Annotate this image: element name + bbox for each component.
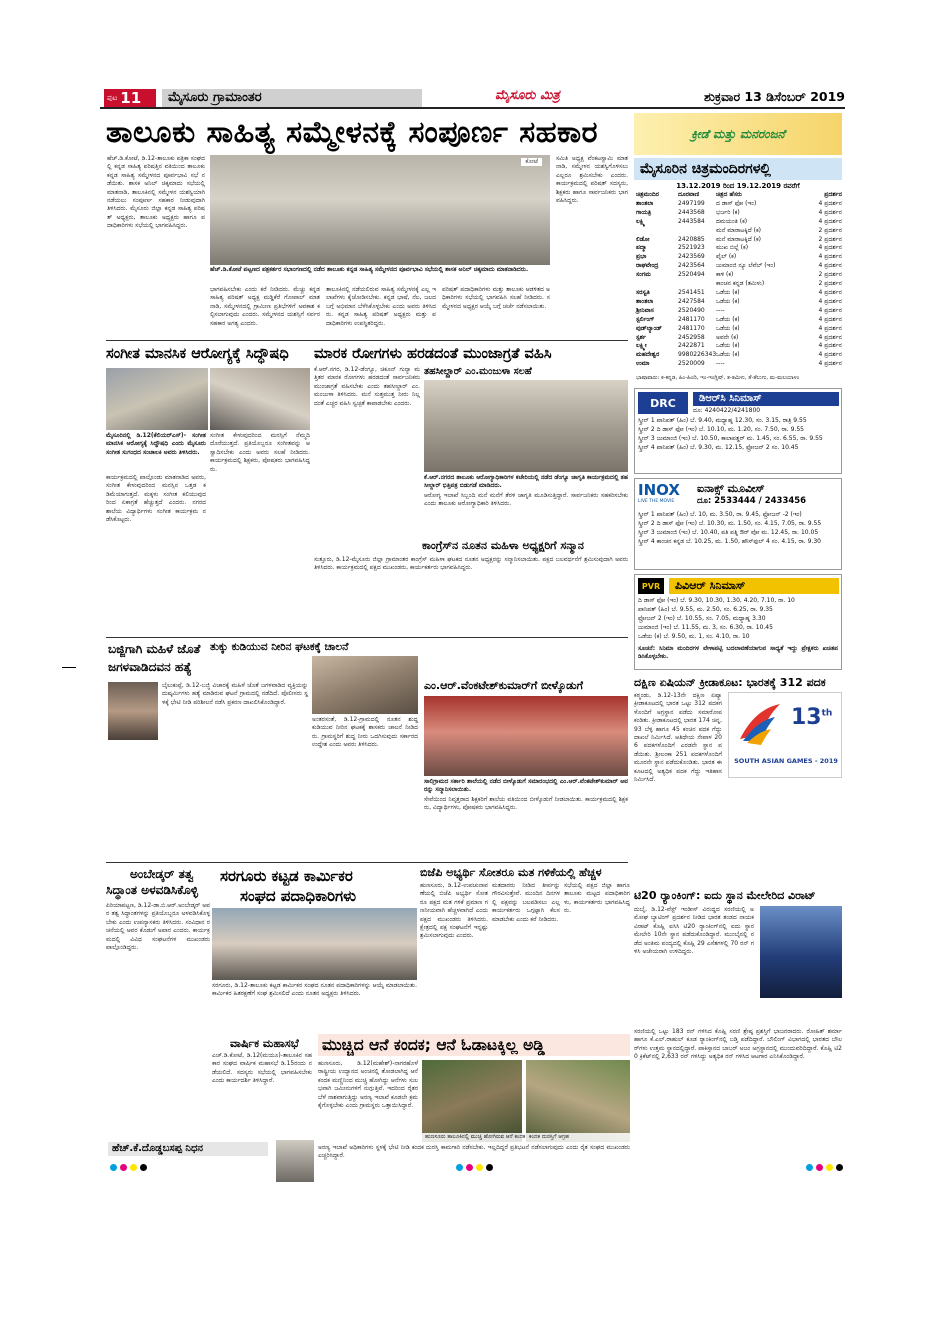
annual-headline: ವಾರ್ಷಿಕ ಮಹಾಸಭೆ	[230, 1037, 299, 1050]
elephant-headline: ಮುಚ್ಚಿದ ಆನೆ ಕಂದಕ; ಆನೆ ಓಡಾಟಕ್ಕಿಲ್ಲ ಅಡ್ಡಿ	[318, 1034, 630, 1056]
dengue-headline: ಮಾರಕ ರೋಗಗಳು ಹರಡದಂತೆ ಮುಂಜಾಗ್ರತೆ ವಹಿಸಿ	[314, 346, 552, 362]
t20-headline: ಟಿ20 ರ‍್ಯಾಂಕಿಂಗ್: ಐದು ಸ್ಥಾನ ಮೇಲೇರಿದ ವಿರಾಟ್	[634, 889, 816, 902]
theatre-phone	[678, 227, 712, 236]
th-shows: ಪ್ರದರ್ಶನ	[824, 191, 842, 198]
theatre-movie: ಒಡೆಯ (ಕ)	[716, 315, 740, 323]
theatre-movie: ಕಾಳಿ (ಕ)	[716, 271, 734, 279]
theatre-shows: 4 ಪ್ರದರ್ಶನ	[818, 199, 842, 207]
theatre-name: ಪದ್ಮಾ	[636, 244, 647, 252]
t20-body-2: ಸರಣಿಯಲ್ಲಿ ಒಟ್ಟು 183 ರನ್ ಗಳಿಸಿದ ಕೊಹ್ಲಿ ಸರಣಿ ಶ್ರೇಷ್ಠ ಪ್ರಶಸ್ತಿಗೆ ಭಾಜನರಾದರು. ರೋಹಿತ್ ಶರ್ಮಾ ಹಾಗೂ ಕೆ.ಎಲ್.ರಾಹುಲ್ ಕೂಡ ರ‍್ಯಾಂಕಿಂಗ್‌ನಲ್ಲಿ ಬಡ್ತಿ ಪಡೆದಿದ್ದಾರೆ. ಬೌಲಿಂಗ್ ವಿಭಾಗದಲ್ಲಿ ಭಾರತದ ಬೌಲರ್‌ಗಳು ಉತ್ತಮ ಸ್ಥಾನದಲ್ಲಿದ್ದಾರೆ. ಪಾಕಿಸ್ತಾನದ ಬಾಬರ್ ಅಜಂ ಅಗ್ರಸ್ಥಾನದಲ್ಲಿ ಮುಂದುವರಿದಿದ್ದಾರೆ. ಕೊಹ್ಲಿ ಟಿ20 ಕ್ರಿಕೆಟ್‌ನಲ್ಲಿ 2,633 ರನ್ ಗಳಿಸಿದ್ದು ಅತ್ಯಧಿಕ ರನ್ ಗಳಿಸಿದ ಆಟಗಾರ ಎನಿಸಿಕೊಂಡಿದ್ದಾರೆ.	[634, 1028, 842, 1061]
dengue-body: ಕೆ.ಆರ್.ನಗರ, ಡಿ.12-ಡೆಂಗ್ಯೂ, ಚಿಕೂನ್ ಗುನ್ಯಾ ಮತ್ತಿತರ ಮಾರಕ ರೋಗಗಳು ಹರಡದಂತೆ ಸಾರ್ವಜನಿಕರು ಮುಂಜಾಗ್ರತೆ ವಹಿಸಬೇಕು ಎಂದು ತಹಸೀಲ್ದಾರ್ ಎಂ.ಮಂಜುಳಾ ತಿಳಿಸಿದರು. ಮನೆ ಸುತ್ತಮುತ್ತ ನೀರು ನಿಲ್ಲದಂತೆ ಎಚ್ಚರ ವಹಿಸಿ ಸ್ವಚ್ಛತೆ ಕಾಪಾಡಬೇಕು ಎಂದರು.	[314, 366, 420, 407]
divider	[106, 340, 628, 341]
inox-logo-sub: LIVE THE MOVIE	[638, 499, 675, 504]
drc-line: ಸ್ಕ್ರೀನ್ 2 ದಿ ಡಾಸ್ ಫೋ (ಇಂ) ಬೆ. 10.10, ಮ. 1.20, ಸಂ. 7.50, ರಾ. 9.55	[638, 425, 804, 433]
theatre-row	[636, 236, 842, 245]
pvr-line: ಜುಮಾಂಜಿ (ಇಂ) ಬೆ. 11.55, ಮ. 3, ಸಂ. 6.30, ರಾ. 10.45	[638, 623, 773, 631]
masthead	[100, 87, 845, 109]
pvr-lines	[638, 597, 838, 642]
theatre-shows: 4 ಪ್ರದರ್ಶನ	[818, 262, 842, 270]
theatre-movie: ಒಡೆಯ (ಕ)	[716, 324, 740, 332]
music-photo	[106, 368, 208, 430]
dengue-photo	[424, 380, 628, 472]
dengue-subhead: ತಹಸೀಲ್ದಾರ್ ಎಂ.ಮಂಜುಳಾ ಸಲಹೆ	[424, 366, 532, 377]
divider	[106, 637, 628, 638]
margin-mark	[62, 667, 76, 668]
theatre-phone: 2443584	[678, 217, 705, 225]
music-body-1: ಕಾರ್ಯಕ್ರಮದಲ್ಲಿ ಪಾಲ್ಗೊಂಡು ಮಾತನಾಡಿದ ಅವರು, ಸಂಗೀತ ಕೇಳುವುದರಿಂದ ಮನಸ್ಸಿನ ಒತ್ತಡ ಕಡಿಮೆಯಾಗುತ್ತದೆ. ಮಕ್ಕಳು ಸಂಗೀತ ಕಲಿಯುವುದರಿಂದ ಏಕಾಗ್ರತೆ ಹೆಚ್ಚುತ್ತದೆ ಎಂದರು. ನಗರದ ಶಾಲೆಯ ವಿದ್ಯಾರ್ಥಿಗಳು ಸಂಗೀತ ಕಾರ್ಯಕ್ರಮ ನಡೆಸಿಕೊಟ್ಟರು.	[106, 474, 206, 524]
theatre-shows: 2 ಪ್ರದರ್ಶನ	[818, 280, 842, 288]
theatre-row	[636, 200, 842, 209]
th-movie: ಚಿತ್ರದ ಹೆಸರು	[716, 191, 743, 198]
sag-text: SOUTH ASIAN GAMES - 2019	[734, 757, 838, 765]
theatre-movie: ಭರ್ಜರಿ (ಕ)	[716, 208, 740, 216]
pvr-line: ಪಾನಿಪತ್ (ಹಿಂ) ಬೆ. 9.55, ಮ. 2.50, ಸಂ. 6.25, ರಾ. 9.35	[638, 605, 773, 613]
theatre-row	[636, 289, 842, 298]
theatre-row	[636, 316, 842, 325]
inox-box	[634, 478, 842, 570]
music-headline: ಸಂಗೀತ ಮಾನಸಿಕ ಆರೋಗ್ಯಕ್ಕೆ ಸಿದ್ಧೌಷಧಿ	[106, 346, 289, 362]
elephant-photo	[422, 1060, 526, 1142]
theatre-row	[636, 351, 842, 360]
print-dots-left	[110, 1164, 147, 1171]
sag-number	[791, 705, 832, 730]
dengue-body-2: ಆರೋಗ್ಯ ಇಲಾಖೆ ಸಿಬ್ಬಂದಿ ಮನೆ ಮನೆಗೆ ತೆರಳಿ ಜಾಗೃತಿ ಮೂಡಿಸುತ್ತಿದ್ದಾರೆ. ಸಾರ್ವಜನಿಕರು ಸಹಕರಿಸಬೇಕು ಎಂದು ತಾಲೂಕು ಆರೋಗ್ಯಾಧಿಕಾರಿ ತಿಳಿಸಿದರು.	[424, 492, 628, 508]
dot-icon	[140, 1164, 147, 1171]
theatre-phone	[678, 280, 712, 289]
sag-logo	[728, 692, 842, 778]
theatre-movie: ಒಡೆಯ (ಕ)	[716, 342, 740, 350]
venkatesh-headline: ಎಂ.ಆರ್.ವೆಂಕಟೇಶ್‌ಕುಮಾರ್‌ಗೆ ಬೀಳ್ಕೊಡುಗೆ	[424, 679, 583, 692]
theatre-shows: 4 ಪ್ರದರ್ಶನ	[818, 333, 842, 341]
theatre-name: ಉಮಾ	[636, 360, 650, 368]
drc-phone: ದೂ: 4240422/4241800	[693, 407, 761, 414]
print-dots-right	[806, 1164, 843, 1171]
inox-line: ಸ್ಕ್ರೀನ್ 3 ಜುಮಾಂಜಿ (ಇಂ) ಬೆ. 10.40, ಪತಿ ಪತ್ನಿ ಔರ್ ವೋ ಮ. 12.45, ರಾ. 10.05	[638, 528, 819, 536]
dot-icon	[806, 1164, 813, 1171]
theatres-table	[636, 191, 842, 369]
theatre-name: ಸಂಗಮ	[636, 271, 651, 279]
ambedkar-headline-1: ಅಂಬೇಡ್ಕರ್ ತತ್ವ	[130, 867, 194, 881]
inox-lines	[638, 511, 838, 547]
theatre-movie: ದ ಡಾಸ್ ಫೋ (ಇಂ)	[716, 199, 757, 207]
sports1-body: ಕಠ್ಮಂಡು, ಡಿ.12-13ನೇ ದಕ್ಷಿಣ ಏಷ್ಯಾ ಕ್ರೀಡಾಕೂಟದಲ್ಲಿ ಭಾರತ ಒಟ್ಟು 312 ಪದಕಗಳೊಂದಿಗೆ ಅಗ್ರಸ್ಥಾನ ಪಡೆದು ಸಮಾರೋಪ ಕಂಡಿತು. ಕ್ರೀಡಾಕೂಟದಲ್ಲಿ ಭಾರತ 174 ಚಿನ್ನ, 93 ಬೆಳ್ಳಿ ಹಾಗೂ 45 ಕಂಚಿನ ಪದಕ ಗೆದ್ದು ದಾಖಲೆ ನಿರ್ಮಿಸಿದೆ. ಆತಿಥೇಯ ನೇಪಾಳ 206 ಪದಕಗಳೊಂದಿಗೆ ಎರಡನೇ ಸ್ಥಾನ ಪಡೆಯಿತು. ಶ್ರೀಲಂಕಾ 251 ಪದಕಗಳೊಂದಿಗೆ ಮೂರನೇ ಸ್ಥಾನ ಪಡೆದುಕೊಂಡಿತು. ಭಾರತ ಈ ಕೂಟದಲ್ಲಿ ಅತ್ಯಧಿಕ ಪದಕ ಗೆದ್ದು ಇತಿಹಾಸ ನಿರ್ಮಿಸಿದೆ.	[634, 692, 722, 784]
dot-icon	[120, 1164, 127, 1171]
venkatesh-photo	[424, 696, 628, 776]
theatre-name: ಸ್ಪರ್ಶ	[636, 333, 647, 341]
theatre-phone: 2497199	[678, 199, 705, 207]
elephant-body-2: ಅರಣ್ಯ ಇಲಾಖೆ ಅಧಿಕಾರಿಗಳು ಸ್ಥಳಕ್ಕೆ ಭೇಟಿ ನೀಡಿ ಕಂದಕ ದುರಸ್ತಿ ಕಾಮಗಾರಿ ನಡೆಸಬೇಕು. ಇಲ್ಲದಿದ್ದರೆ ಪ್ರತಿಭಟನೆ ನಡೆಸಲಾಗುವುದು ಎಂದು ರೈತ ಸಂಘದ ಮುಖಂಡರು ಎಚ್ಚರಿಸಿದ್ದಾರೆ.	[318, 1144, 630, 1160]
theatre-shows: 4 ಪ್ರದರ್ಶನ	[818, 217, 842, 225]
issue-date: ಶುಕ್ರವಾರ 13 ಡಿಸೆಂಬರ್ 2019	[704, 89, 845, 104]
theatres-header	[636, 191, 842, 200]
theatre-movie: ಅವನೇ (ಕ)	[716, 333, 739, 341]
page-number: 11	[120, 89, 142, 107]
lead-headline: ತಾಲೂಕು ಸಾಹಿತ್ಯ ಸಮ್ಮೇಳನಕ್ಕೆ ಸಂಪೂರ್ಣ ಸಹಕಾರ	[106, 115, 598, 150]
theatre-row	[636, 342, 842, 351]
obituary-photo	[276, 1140, 314, 1182]
dot-icon	[816, 1164, 823, 1171]
theatre-shows: 4 ಪ್ರದರ್ಶನ	[818, 208, 842, 216]
dengue-photo-caption: ಕೆ.ಆರ್.ನಗರದ ತಾಲೂಕು ಆರೋಗ್ಯಾಧಿಕಾರಿಗಳ ಕಚೇರಿಯಲ್ಲಿ ನಡೆದ ಡೆಂಗ್ಯೂ ಜಾಗೃತಿ ಕಾರ್ಯಕ್ರಮದಲ್ಲಿ ತಹಸೀಲ್ದಾರ್ ಭಿತ್ತಿಪತ್ರ ಬಿಡುಗಡೆ ಮಾಡಿದರು.	[424, 474, 628, 490]
theatre-shows: 2 ಪ್ರದರ್ಶನ	[818, 271, 842, 279]
theatre-name: ಲಕ್ಷ್ಮೀ	[636, 342, 647, 350]
theatre-shows: 4 ಪ್ರದರ್ಶನ	[818, 297, 842, 305]
theatre-movie: ಒಡೆಯ (ಕ)	[716, 288, 740, 296]
lead-col2: ಭಾಗವಹಿಸಬೇಕು ಎಂದು ಕರೆ ನೀಡಿದರು. ಮೆಚ್ಚು ಕನ್ನಡ ಸಾಹಿತ್ಯ ಪರಿಷತ್ ಅಧ್ಯಕ್ಷ ಮಡ್ಡಿಕೆರೆ ಗೋಪಾಲ್ ಮಾತನಾಡಿ, ಸಮ್ಮೇಳನದಲ್ಲಿ ಗ್ರಾಮೀಣ ಪ್ರತಿಭೆಗಳಿಗೆ ಅವಕಾಶ ಕಲ್ಪಿಸಲಾಗುವುದು ಎಂದರು. ಸಮ್ಮೇಳನದ ಯಶಸ್ಸಿಗೆ ಸರ್ವರ ಸಹಕಾರ ಅಗತ್ಯ ಎಂದರು.	[210, 286, 320, 327]
ambedkar-headline-2: ಸಿದ್ಧಾಂತ ಅಳವಡಿಸಿಕೊಳ್ಳಿ	[106, 883, 199, 897]
inox-logo-text: INOX	[638, 481, 680, 499]
section-title: ಮೈಸೂರು ಗ್ರಾಮಾಂತರ	[162, 89, 422, 107]
theatre-phone: 2427584	[678, 297, 705, 305]
elephant-caption-1: ಹುಣಸೂರು ತಾಲೂಕಿನಲ್ಲಿ ಮುಚ್ಚಿ ಹೋಗಿರುವ ಆನೆ ಕಂದಕ	[422, 1133, 522, 1142]
t20-photo	[760, 906, 842, 998]
music-caption: ಮೈಸೂರಿನಲ್ಲಿ ಡಿ.12(ಕೆಲಿಯರ್‌ಎಸ್)- ಸಂಗೀತ ಮಾನಸಿಕ ಆರೋಗ್ಯಕ್ಕೆ ಸಿದ್ಧೌಷಧಿ ಎಂದು ಮೈಸೂರು ಸಂಗೀತ ಸುಗಂಧದ ಸಂಚಾಲಕಿ ಅವರು ತಿಳಿಸಿದರು.	[106, 432, 206, 456]
pvr-note: ಸೂಚನೆ: ಸಿನಿಮಾ ಮಂದಿರಗಳ ವೇಳಾಪಟ್ಟಿ ಬದಲಾವಣೆಯಾಗುವ ಸಾಧ್ಯತೆ ಇದ್ದು ಪ್ರೇಕ್ಷಕರು ಖಚಿತಪಡಿಸಿಕೊಳ್ಳಬೇಕು.	[638, 645, 838, 661]
inox-line: ಸ್ಕ್ರೀನ್ 4 ಕಾಂಚನ ಕನ್ನಡ ಬೆ. 10.25, ಮ. 1.50, ಹೌಸ್‌ಫುಲ್ 4 ಸಂ. 4.15, ರಾ. 9.30	[638, 537, 821, 545]
theatre-row	[636, 271, 842, 280]
dot-icon	[826, 1164, 833, 1171]
theatre-row	[636, 218, 842, 227]
theatre-movie: ದಮಯಂತಿ (ಕ)	[716, 217, 748, 225]
sag-bird-icon	[735, 699, 785, 749]
theatre-movie: ಮುಖ ಬಿಲ್ಲೆ (ಕ)	[716, 244, 749, 252]
theatre-name: ಮಹದೇಶ್ವರ	[636, 351, 660, 359]
theatre-name: ಸರಸ್ವತಿ	[636, 288, 650, 296]
theatre-movie: ----	[716, 360, 725, 368]
theatre-name: ಪ್ರಭಾ	[636, 253, 647, 261]
theatre-shows: 4 ಪ್ರದರ್ಶನ	[818, 244, 842, 252]
drc-line: ಸ್ಕ್ರೀನ್ 3 ಜುಮಾಂಜಿ (ಇಂ) ಬೆ. 10.50, ಕಾಲಾಪತ್ಥರ್ ಮ. 1.45, ಸಂ. 6.55, ರಾ. 9.55	[638, 434, 823, 442]
divider	[106, 862, 628, 863]
sag-number-suffix: th	[821, 708, 833, 719]
theatre-phone: 2520490	[678, 306, 705, 314]
theatre-movie: ಒಡೆಯ (ಕ)	[716, 351, 740, 359]
dot-icon	[466, 1164, 473, 1171]
theatre-name: ಸ್ಟರ್ಲಿಂಗ್	[636, 315, 655, 323]
elephant-body: ಹುಣಸೂರು, ಡಿ.12(ಮಹೇಶ್)-ನಾಗರಹೊಳೆ ರಾಷ್ಟ್ರೀಯ ಉದ್ಯಾನದ ಅಂಚಿನಲ್ಲಿ ತೋಡಲಾಗಿದ್ದ ಆನೆ ಕಂದಕ ಮಣ್ಣಿನಿಂದ ಮುಚ್ಚಿ ಹೋಗಿದ್ದು ಆನೆಗಳು ಸುಲಭವಾಗಿ ಜಮೀನುಗಳಿಗೆ ನುಗ್ಗುತ್ತಿವೆ. ಇದರಿಂದ ರೈತರ ಬೆಳೆ ನಾಶವಾಗುತ್ತಿದ್ದು ಅರಣ್ಯ ಇಲಾಖೆ ಕೂಡಲೇ ಕ್ರಮ ಕೈಗೊಳ್ಳಬೇಕು ಎಂದು ಗ್ರಾಮಸ್ಥರು ಒತ್ತಾಯಿಸಿದ್ದಾರೆ.	[318, 1060, 418, 1110]
bjp-body-1: ಹುಣಸೂರು, ಡಿ.12-ಉಪಚುನಾವಣೆಯಲ್ಲಿ ಬಿಜೆಪಿ ಅಭ್ಯರ್ಥಿ ಸೋತರೂ ಪಕ್ಷದ ಮತ ಗಳಿಕೆ ಪ್ರಮಾಣ ಗಣನೀಯವಾಗಿ ಹೆಚ್ಚಳವಾಗಿದೆ ಎಂದು ಪಕ್ಷದ ಮುಖಂಡರು ತಿಳಿಸಿದರು. ಕ್ಷೇತ್ರದಲ್ಲಿ ಪಕ್ಷ ಸಂಘಟನೆಗೆ ಇನ್ನಷ್ಟು ಶ್ರಮಿಸಲಾಗುವುದು ಎಂದರು.	[420, 882, 488, 940]
theatre-shows: 4 ಪ್ರದರ್ಶನ	[818, 306, 842, 314]
theatre-shows: 2 ಪ್ರದರ್ಶನ	[818, 235, 842, 243]
theatre-phone: 2422871	[678, 342, 705, 350]
t20-body: ದುಬೈ, ಡಿ.12-ವೆಸ್ಟ್ ಇಂಡೀಸ್ ವಿರುದ್ಧದ ಸರಣಿಯಲ್ಲಿ ಅಮೋಘ ಬ್ಯಾಟಿಂಗ್ ಪ್ರದರ್ಶನ ನೀಡಿದ ಭಾರತ ತಂಡದ ನಾಯಕ ವಿರಾಟ್ ಕೊಹ್ಲಿ ಐಸಿಸಿ ಟಿ20 ರ‍್ಯಾಂಕಿಂಗ್‌ನಲ್ಲಿ ಐದು ಸ್ಥಾನ ಮೇಲೇರಿ 10ನೇ ಸ್ಥಾನ ಪಡೆದುಕೊಂಡಿದ್ದಾರೆ. ಮುಂಬೈನಲ್ಲಿ ನಡೆದ ಅಂತಿಮ ಪಂದ್ಯದಲ್ಲಿ ಕೊಹ್ಲಿ 29 ಎಸೆತಗಳಲ್ಲಿ 70 ರನ್ ಗಳಿಸಿ ಅಜೇಯರಾಗಿ ಉಳಿದಿದ್ದರು.	[634, 906, 754, 956]
theatre-row	[636, 253, 842, 262]
dot-icon	[836, 1164, 843, 1171]
theatre-movie: ಪೈಲ್ (ಕ)	[716, 253, 737, 261]
theatre-name	[636, 280, 674, 289]
th-theatre: ಚಿತ್ರಮಂದಿರ	[636, 191, 659, 198]
obituary-headline: ಹೆಚ್.ಕೆ.ದೊಡ್ಡಬಸಪ್ಪ ನಿಧನ	[108, 1142, 268, 1156]
dot-icon	[486, 1164, 493, 1171]
pond-headline: ತುಕ್ಕು ಕುಡಿಯುವ ನೀರಿನ ಘಟಕಕ್ಕೆ ಚಾಲನೆ	[210, 641, 349, 653]
dot-icon	[130, 1164, 137, 1171]
theatre-movie: ----	[716, 306, 725, 314]
pvr-line: ದಿ ಡಾಸ್ ಫೋ (ಇಂ) ಬೆ. 9.30, 10.30, 1.30, 4.20, 7.10, ರಾ. 10	[638, 597, 795, 604]
murder-photo	[108, 682, 158, 740]
congress-body: ಸುತ್ತೂರು, ಡಿ.12-ಮೈಸೂರು ಜಿಲ್ಲಾ ಗ್ರಾಮಾಂತರ ಕಾಂಗ್ರೆಸ್ ಮಹಿಳಾ ಘಟಕದ ನೂತನ ಅಧ್ಯಕ್ಷರನ್ನು ಸನ್ಮಾನಿಸಲಾಯಿತು. ಪಕ್ಷದ ಬಲವರ್ಧನೆಗೆ ಶ್ರಮಿಸುವುದಾಗಿ ಅವರು ತಿಳಿಸಿದರು. ಕಾರ್ಯಕ್ರಮದಲ್ಲಿ ಪಕ್ಷದ ಮುಖಂಡರು, ಕಾರ್ಯಕರ್ತರು ಭಾಗವಹಿಸಿದ್ದರು.	[314, 556, 628, 572]
theatre-row	[636, 280, 842, 289]
theatre-row	[636, 334, 842, 343]
theatre-name	[636, 227, 674, 236]
inox-title: ಐನಾಕ್ಸ್ ಮೂವೀಸ್	[697, 482, 765, 495]
sports1-headline: ದಕ್ಷಿಣ ಏಷಿಯನ್ ಕ್ರೀಡಾಕೂಟ: ಭಾರತಕ್ಕೆ 312 ಪದಕ	[634, 676, 826, 689]
pond-body: ಅಂತರಸಂತೆ, ಡಿ.12-ಗ್ರಾಮದಲ್ಲಿ ನೂತನ ಶುದ್ಧ ಕುಡಿಯುವ ನೀರಿನ ಘಟಕಕ್ಕೆ ಶಾಸಕರು ಚಾಲನೆ ನೀಡಿದರು. ಗ್ರಾಮಸ್ಥರಿಗೆ ಶುದ್ಧ ನೀರು ಒದಗಿಸುವುದು ಸರ್ಕಾರದ ಉದ್ದೇಶ ಎಂದು ಅವರು ತಿಳಿಸಿದರು.	[312, 716, 418, 749]
bjp-headline: ಬಿಜೆಪಿ ಅಭ್ಯರ್ಥಿ ಸೋತರೂ ಮತ ಗಳಿಕೆಯಲ್ಲಿ ಹೆಚ್ಚಳ	[420, 866, 602, 879]
ambedkar-body: ಪಿರಿಯಾಪಟ್ಟಣ, ಡಿ.12-ಡಾ.ಬಿ.ಆರ್.ಅಂಬೇಡ್ಕರ್ ಅವರ ತತ್ವ ಸಿದ್ಧಾಂತಗಳನ್ನು ಪ್ರತಿಯೊಬ್ಬರೂ ಅಳವಡಿಸಿಕೊಳ್ಳಬೇಕು ಎಂದು ಉಪನ್ಯಾಸಕರು ತಿಳಿಸಿದರು. ಸಂವಿಧಾನ ರಚನೆಯಲ್ಲಿ ಅವರ ಕೊಡುಗೆ ಅಪಾರ ಎಂದರು. ಕಾರ್ಯಕ್ರಮದಲ್ಲಿ ವಿವಿಧ ಸಂಘಟನೆಗಳ ಮುಖಂಡರು ಪಾಲ್ಗೊಂಡಿದ್ದರು.	[106, 902, 210, 952]
theatre-name: ಲಕ್ಷ್ಮಿ	[636, 217, 645, 225]
music-body-2: ಸಂಗೀತ ಕೇಳುವುದರಿಂದ ಮನಸ್ಸಿಗೆ ನೆಮ್ಮದಿ ದೊರೆಯುತ್ತದೆ. ಪ್ರತಿಯೊಬ್ಬರೂ ಸಂಗೀತವನ್ನು ಆಸ್ವಾದಿಸಬೇಕು ಎಂದು ಅವರು ಸಲಹೆ ನೀಡಿದರು. ಕಾರ್ಯಕ್ರಮದಲ್ಲಿ ಶಿಕ್ಷಕರು, ಪೋಷಕರು ಭಾಗವಹಿಸಿದ್ದರು.	[210, 432, 310, 473]
theatre-movie: ಒಡೆಯ (ಕ)	[716, 297, 740, 305]
building-headline-2: ಸಂಘದ ಪದಾಧಿಕಾರಿಗಳು	[240, 887, 357, 905]
theatre-row	[636, 298, 842, 307]
theatre-phone: 2420885	[678, 235, 705, 243]
theatre-phone: 2481170	[678, 315, 705, 323]
annual-body: ಎಚ್.ಡಿ.ಕೋಟೆ, ಡಿ.12(ಮಯೂ)-ತಾಲೂಕಿನ ಸಹಕಾರ ಸಂಘದ ವಾರ್ಷಿಕ ಮಹಾಸಭೆ ಡಿ.15ರಂದು ನಡೆಯಲಿದೆ. ಸದಸ್ಯರು ಸಭೆಯಲ್ಲಿ ಭಾಗವಹಿಸಬೇಕು ಎಂದು ಕಾರ್ಯದರ್ಶಿ ತಿಳಿಸಿದ್ದಾರೆ.	[212, 1052, 312, 1085]
theatre-phone: 2520009	[678, 360, 705, 368]
congress-headline: ಕಾಂಗ್ರೆಸ್‌ನ ನೂತನ ಮಹಿಳಾ ಅಧ್ಯಕ್ಷರಿಗೆ ಸನ್ಮಾನ	[422, 539, 584, 552]
dot-icon	[476, 1164, 483, 1171]
pvr-line: ಫ್ರೋಜನ್ 2 (ಇಂ) ಬೆ. 10.55, ಸಂ. 7.05, ಮಧ್ಯಾಹ್ನ 3.30	[638, 614, 766, 622]
theatre-row	[636, 262, 842, 271]
pvr-logo: PVR	[638, 578, 664, 594]
theatre-shows: 4 ಪ್ರದರ್ಶನ	[818, 288, 842, 296]
theatre-row	[636, 325, 842, 334]
theatre-row	[636, 227, 842, 236]
th-phone: ದೂರವಾಣಿ	[678, 191, 700, 198]
theatre-shows: 4 ಪ್ರದರ್ಶನ	[818, 253, 842, 261]
lead-photo-caption: ಹೆಚ್.ಡಿ.ಕೋಟೆ ಪಟ್ಟಣದ ಪತ್ರಕರ್ತರ ಸಭಾಂಗಣದಲ್ಲಿ ನಡೆದ ತಾಲೂಕು ಕನ್ನಡ ಸಾಹಿತ್ಯ ಸಮ್ಮೇಳನದ ಪೂರ್ವಭಾವಿ ಸಭೆಯಲ್ಲಿ ಶಾಸಕ ಅನಿಲ್ ಚಿಕ್ಕಮಾದು ಮಾತನಾಡಿದರು.	[210, 266, 529, 273]
dot-icon	[456, 1164, 463, 1171]
drc-box	[634, 388, 842, 474]
theatre-movie: ಮನೆ ಮಾರಾಟಕ್ಕಿದೆ (ಕ)	[716, 226, 762, 234]
inox-line: ಸ್ಕ್ರೀನ್ 1 ಪಾನಿಪತ್ (ಹಿಂ) ಬೆ. 10, ಮ. 3.50, ರಾ. 9.45, ಫ್ರೋಜನ್ -2 (ಇಂ)	[638, 511, 802, 518]
building-headline-1: ಸರಗೂರು ಕಟ್ಟಡ ಕಾರ್ಮಿಕರ	[220, 867, 353, 885]
theatre-row	[636, 209, 842, 218]
page-label: ಪುಟ	[107, 93, 118, 102]
theatre-phone: 2423564	[678, 262, 705, 270]
theatres-footnote: ಭಾಷಾವಾರು: ಕ-ಕನ್ನಡ, ಹಿಂ-ಹಿಂದಿ, ಇಂ-ಇಂಗ್ಲಿಷ್, ತ-ತಮಿಳು, ತೆ-ತೆಲುಗು, ಮ-ಮಲಯಾಳಂ	[636, 375, 800, 381]
theatre-name: ಶಾಂತಲಾ	[636, 199, 654, 207]
theatre-phone: 2443568	[678, 208, 705, 216]
building-photo	[212, 908, 417, 980]
drc-title: ಡಿಆರ್‌ಸಿ ಸಿನಿಮಾಸ್	[693, 392, 839, 406]
theatre-row	[636, 244, 842, 253]
theatre-phone: 2423569	[678, 253, 705, 261]
theatre-row	[636, 307, 842, 316]
drc-line: ಸ್ಕ್ರೀನ್ 4 ಪಾನಿಪತ್ (ಹಿಂ) ಬೆ. 9.30, ಮ. 12.15, ಫ್ರೋಜನ್ 2 ಸಂ. 10.45	[638, 443, 799, 451]
theatre-name: ವುಡ್‌ಲ್ಯಾಂಡ್	[636, 324, 662, 332]
bjp-body-2: ಮತದಾರರು ನೀಡಿದ ತೀರ್ಪನ್ನು ಗೌರವಿಸುತ್ತೇವೆ. ಮುಂದಿನ ದಿನಗಳಲ್ಲಿ ಪಕ್ಷವನ್ನು ಬಲಪಡಿಸಲು ಎಲ್ಲ ಕಾರ್ಯಕರ್ತರು ಒಗ್ಗಟ್ಟಾಗಿ ಕೆಲಸ ಮಾಡಬೇಕು ಎಂದು ಕರೆ ನೀಡಿದರು.	[492, 882, 560, 923]
theatre-phone: 2481170	[678, 324, 705, 332]
theatres-range: 13.12.2019 ರಿಂದ 19.12.2019 ರವರೆಗೆ	[676, 182, 800, 190]
sports-banner: ಕ್ರೀಡೆ ಮತ್ತು ಮನರಂಜನೆ	[634, 113, 842, 155]
pvr-title: ಪಿವಿಆರ್ ಸಿನಿಮಾಸ್	[669, 578, 839, 594]
theatres-title: ಮೈಸೂರಿನ ಚಿತ್ರಮಂದಿರಗಳಲ್ಲಿ	[634, 158, 842, 180]
venkatesh-caption: ಸಾಲಿಗ್ರಾಮದ ಸರ್ಕಾರಿ ಶಾಲೆಯಲ್ಲಿ ನಡೆದ ಬೀಳ್ಕೊಡುಗೆ ಸಮಾರಂಭದಲ್ಲಿ ಎಂ.ಆರ್.ವೆಂಕಟೇಶ್‌ಕುಮಾರ್ ಅವರನ್ನು ಸನ್ಮಾನಿಸಲಾಯಿತು.	[424, 778, 628, 794]
drc-logo: DRC	[638, 392, 688, 414]
bjp-body-3: ಸಭೆಯಲ್ಲಿ ಪಕ್ಷದ ಜಿಲ್ಲಾ ಹಾಗೂ ತಾಲೂಕು ಮಟ್ಟದ ಪದಾಧಿಕಾರಿಗಳು, ಕಾರ್ಯಕರ್ತರು ಭಾಗವಹಿಸಿದ್ದರು.	[564, 882, 630, 915]
pvr-line: ಒಡೆಯ (ಕ) ಬೆ. 9.50, ಮ. 1, ಸಂ. 4.10, ರಾ. 10	[638, 632, 750, 640]
venkatesh-body: ಸೇವೆಯಿಂದ ನಿವೃತ್ತರಾದ ಶಿಕ್ಷಕರಿಗೆ ಶಾಲೆಯ ವತಿಯಿಂದ ಬೀಳ್ಕೊಡುಗೆ ನೀಡಲಾಯಿತು. ಕಾರ್ಯಕ್ರಮದಲ್ಲಿ ಶಿಕ್ಷಕರು, ವಿದ್ಯಾರ್ಥಿಗಳು, ಪೋಷಕರು ಭಾಗವಹಿಸಿದ್ದರು.	[424, 796, 628, 812]
theatre-movie: ಜುಮಾಂಜಿ ನ್ಯೂ ಲೆವೆಲ್ (ಇಂ)	[716, 262, 776, 270]
theatre-movie: ಕಾಂಚನ ಕನ್ನಡ (ತಮಿಳು)	[716, 280, 765, 288]
elephant-photo-2	[526, 1060, 630, 1142]
music-photo-2	[210, 368, 310, 430]
theatre-shows: 4 ಪ್ರದರ್ಶನ	[818, 342, 842, 350]
inox-logo	[638, 482, 694, 508]
theatre-name: ರಾಘವೇಂದ್ರ	[636, 262, 659, 270]
theatre-row	[636, 360, 842, 369]
theatre-shows: 2 ಪ್ರದರ್ಶನ	[818, 226, 842, 234]
inox-line: ಸ್ಕ್ರೀನ್ 2 ದಿ ಡಾಸ್ ಫೋ (ಇಂ) ಬೆ. 10.30, ಮ. 1.50, ಸಂ. 4.15, 7.05, ರಾ. 9.55	[638, 519, 822, 527]
drc-lines	[638, 417, 838, 453]
paper-name: ಮೈಸೂರು ಮಿತ್ರ	[495, 88, 560, 103]
theatre-shows: 4 ಪ್ರದರ್ಶನ	[818, 324, 842, 332]
murder-headline: ಬಜ್ಜಿಗಾಗಿ ಮಹಿಳೆ ಜೊತೆ ಜಗಳವಾಡಿದವನ ಹತ್ಯೆ	[108, 642, 201, 674]
murder-body: ಬೈಲುಕುಪ್ಪೆ, ಡಿ.12-ಬಜ್ಜಿ ವಿಚಾರಕ್ಕೆ ಮಹಿಳೆ ಜೊತೆ ಜಗಳವಾಡಿದ ವ್ಯಕ್ತಿಯನ್ನು ದುಷ್ಕರ್ಮಿಗಳು ಹತ್ಯೆ ಮಾಡಿರುವ ಘಟನೆ ಗ್ರಾಮದಲ್ಲಿ ನಡೆದಿದೆ. ಪೊಲೀಸರು ಸ್ಥಳಕ್ಕೆ ಭೇಟಿ ನೀಡಿ ಪರಿಶೀಲನೆ ನಡೆಸಿ ಪ್ರಕರಣ ದಾಖಲಿಸಿಕೊಂಡಿದ್ದಾರೆ.	[162, 682, 308, 706]
theatre-name: ಲಿಡೋ	[636, 235, 650, 243]
theatre-name: ಶಾಂತಲಾ	[636, 297, 654, 305]
theatre-phone: 9980226343	[678, 351, 717, 359]
sag-number-value: 13	[791, 705, 822, 730]
photo-tag: ಕೋಟೆ	[521, 158, 542, 166]
theatre-phone: 2521923	[678, 244, 705, 252]
theatre-name: ಶ್ರೀನಿವಾಸ	[636, 306, 654, 314]
theatre-shows: 4 ಪ್ರದರ್ಶನ	[818, 315, 842, 323]
theatre-name: ಗಾಯತ್ರಿ	[636, 208, 652, 216]
pond-photo	[312, 656, 418, 714]
lead-col3: ತಾಲೂಕಿನಲ್ಲಿ ನಡೆಯಲಿರುವ ಸಾಹಿತ್ಯ ಸಮ್ಮೇಳನಕ್ಕೆ ಎಲ್ಲ ಇಲಾಖೆಗಳು ಕೈಜೋಡಿಸಬೇಕು. ಕನ್ನಡ ಭಾಷೆ, ನೆಲ, ಜಲದ ಬಗ್ಗೆ ಅಭಿಮಾನ ಬೆಳೆಸಿಕೊಳ್ಳಬೇಕು ಎಂದು ಅವರು ತಿಳಿಸಿದರು. ಕನ್ನಡ ಸಾಹಿತ್ಯ ಪರಿಷತ್ ಅಧ್ಯಕ್ಷರು ಮತ್ತು ಪದಾಧಿಕಾರಿಗಳು ಉಪಸ್ಥಿತರಿದ್ದರು.	[326, 286, 436, 327]
drc-line: ಸ್ಕ್ರೀನ್ 1 ಪಾನಿಪತ್ (ಹಿಂ) ಬೆ. 9.40, ಮಧ್ಯಾಹ್ನ 12.30, ಸಂ. 3.15, ರಾತ್ರಿ 9.55	[638, 417, 807, 424]
pvr-box	[634, 574, 842, 670]
lead-col4: ಪರಿಷತ್ ಪದಾಧಿಕಾರಿಗಳು ಮತ್ತು ತಾಲೂಕು ಆಡಳಿತದ ಅಧಿಕಾರಿಗಳು ಸಭೆಯಲ್ಲಿ ಭಾಗವಹಿಸಿ ಸಲಹೆ ನೀಡಿದರು. ಸಮ್ಮೇಳನದ ಅಧ್ಯಕ್ಷರ ಆಯ್ಕೆ ಬಗ್ಗೆ ಚರ್ಚೆ ನಡೆಸಲಾಯಿತು.	[442, 286, 550, 310]
theatre-phone: 2452958	[678, 333, 705, 341]
theatre-movie: ಮನೆ ಮಾರಾಟಕ್ಕಿದೆ (ಕ)	[716, 235, 762, 243]
theatre-phone: 2541451	[678, 288, 705, 296]
lead-photo	[210, 155, 550, 265]
lead-col5: ಸಮಿತಿ ಅಧ್ಯಕ್ಷ ವೆಂಕಟಸ್ವಾಮಿ ಮಾತನಾಡಿ, ಸಮ್ಮೇಳನ ಯಶಸ್ವಿಗೊಳಿಸಲು ಎಲ್ಲರೂ ಶ್ರಮಿಸಬೇಕು ಎಂದರು. ಕಾರ್ಯಕ್ರಮದಲ್ಲಿ ಪರಿಷತ್ ಸದಸ್ಯರು, ಶಿಕ್ಷಕರು ಹಾಗೂ ಸಾರ್ವಜನಿಕರು ಭಾಗವಹಿಸಿದ್ದರು.	[556, 155, 628, 205]
dot-icon	[110, 1164, 117, 1171]
theatre-shows: 4 ಪ್ರದರ್ಶನ	[818, 351, 842, 359]
print-dots-center	[456, 1164, 493, 1171]
elephant-caption-2: ಕಂದಕ ದುರಸ್ತಿಗೆ ಆಗ್ರಹ	[526, 1133, 630, 1142]
theatre-phone: 2520494	[678, 271, 705, 279]
lead-col1: ಹೆಚ್.ಡಿ.ಕೋಟೆ, ಡಿ.12-ತಾಲೂಕು ಪತ್ರಿಕಾ ಸಂಘದಲ್ಲಿ ಕನ್ನಡ ಸಾಹಿತ್ಯ ಪರಿಷತ್ತಿನ ವತಿಯಿಂದ ತಾಲೂಕು ಕನ್ನಡ ಸಾಹಿತ್ಯ ಸಮ್ಮೇಳನದ ಪೂರ್ವಭಾವಿ ಸಭೆ ನಡೆಯಿತು. ಶಾಸಕ ಅನಿಲ್ ಚಿಕ್ಕಮಾದು ಸಭೆಯಲ್ಲಿ ಮಾತನಾಡಿ, ತಾಲೂಕಿನಲ್ಲಿ ಸಮ್ಮೇಳನ ಯಶಸ್ವಿಯಾಗಿ ನಡೆಯಲು ಸಂಪೂರ್ಣ ಸಹಕಾರ ನೀಡುವುದಾಗಿ ತಿಳಿಸಿದರು. ಮೈಸೂರು ಜಿಲ್ಲಾ ಕನ್ನಡ ಸಾಹಿತ್ಯ ಪರಿಷತ್ ಅಧ್ಯಕ್ಷರು, ತಾಲೂಕು ಅಧ್ಯಕ್ಷರು ಹಾಗೂ ಪದಾಧಿಕಾರಿಗಳು ಸಭೆಯಲ್ಲಿ ಭಾಗವಹಿಸಿದ್ದರು.	[107, 155, 205, 230]
inox-phone: ದೂ: 2533444 / 2433456	[697, 496, 807, 506]
theatre-shows: 4 ಪ್ರದರ್ಶನ	[818, 360, 842, 368]
page-badge	[104, 89, 156, 107]
building-body: ಸರಗೂರು, ಡಿ.12-ತಾಲೂಕು ಕಟ್ಟಡ ಕಾರ್ಮಿಕರ ಸಂಘದ ನೂತನ ಪದಾಧಿಕಾರಿಗಳನ್ನು ಆಯ್ಕೆ ಮಾಡಲಾಯಿತು. ಕಾರ್ಮಿಕರ ಹಿತರಕ್ಷಣೆಗೆ ಸಂಘ ಶ್ರಮಿಸಲಿದೆ ಎಂದು ನೂತನ ಅಧ್ಯಕ್ಷರು ತಿಳಿಸಿದರು.	[212, 982, 417, 998]
